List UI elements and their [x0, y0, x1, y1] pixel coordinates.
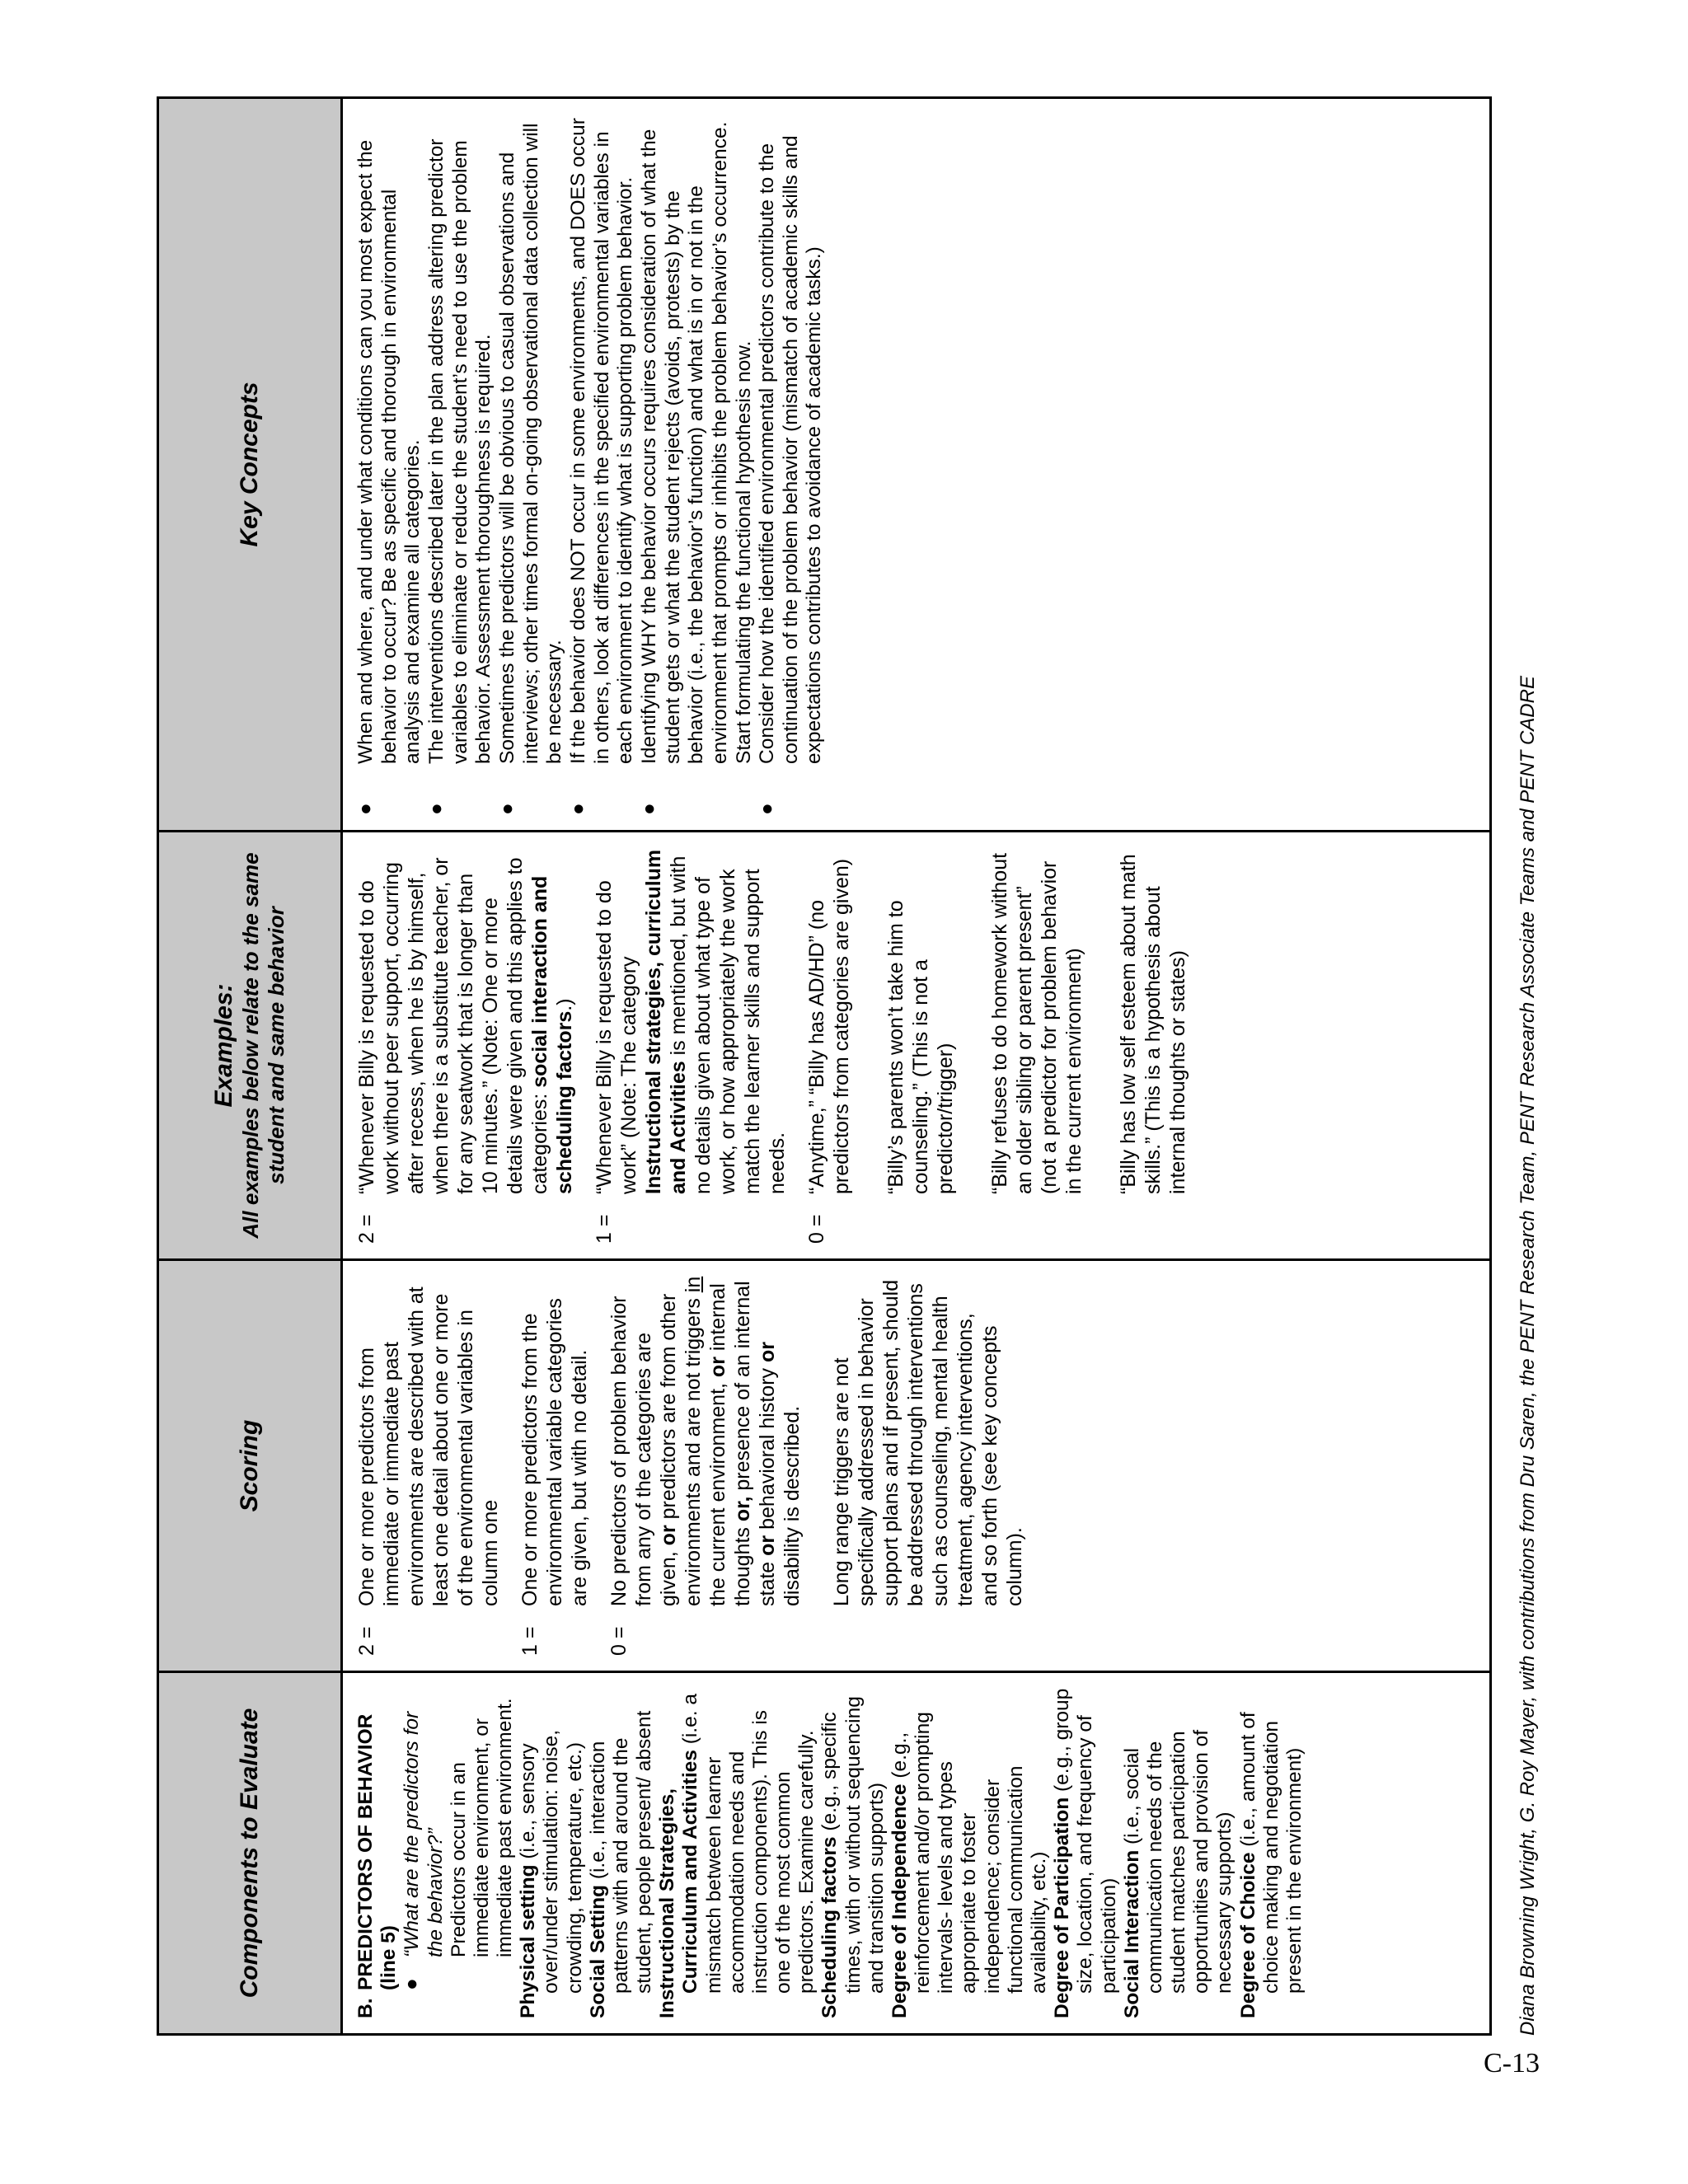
predictors-intro: Predictors occur in an immediate environment, or immediate past environment. [447, 1698, 517, 1957]
rotated-sheet [157, 99, 1539, 2036]
header-scoring: Scoring [158, 1260, 342, 1672]
page-number: C-13 [1484, 2048, 1540, 2079]
key-concept-3: ● Sometimes the predictors will be obvious to casual observations and interviews; other times formal on-going observational data collection will be necessary. [495, 123, 566, 815]
example-1: 1 = “Whenever Billy is requested to do work” (Note: The category Instructional strategies, curriculum and Activities is mentioned, but with no details given about what type of work, or how appropriately the work match the learner skills and support needs. [593, 849, 789, 1244]
physical-setting: Physical setting (i.e., sensory over/under stimulation: noise, crowding, temperature, etc.) [517, 1729, 586, 2018]
long-range-trigger-note: Long range triggers are not specifically addressed in behavior support plans and if present, should be addressed through interventions such as counseling, mental health treatment, agency interventions, and so forth (see key concepts column). [830, 1279, 1026, 1606]
section-title: B. PREDICTORS OF BEHAVIOR (line 5) [354, 1713, 401, 2018]
score-1: 1 = One or more predictors from the environmental variable categories are given, but with no detail. [518, 1298, 591, 1656]
instructional-strategies: Instructional Strategies, Curriculum and Activities (i.e. a mismatch between learner accommodation needs and instruction components). This is one of the most common predictors. Examine carefully. [656, 1694, 818, 2018]
scoring-cell [342, 1260, 1491, 1672]
key-concept-1: ● When and where, and under what conditions can you most expect the behavior to occur? Be as specific and thorough in environmental analysis and examine all categories. [354, 139, 424, 815]
scheduling-factors: Scheduling factors (e.g., specific times, with or without sequencing and transition supports) [818, 1696, 888, 2018]
score-0: 0 = No predictors of problem behavior from any of the categories are given, or predictors are from other environments and are not triggers in the current environment, or internal thoughts or, presence of an internal state or behavioral history or disability is described. [607, 1276, 804, 1656]
key-concept-6: ● Consider how the identified environmental predictors contribute to the continuation of the problem behavior (mismatch of academic skills and expectations contributes to avoidance of academic tasks.) [756, 135, 826, 815]
score-2: 2 = One or more predictors from immediate or immediate past environments are described with at least one detail about one or more of the environmental variables in column one [355, 1286, 502, 1656]
social-setting: Social Setting (i.e., interaction patterns with and around the student, people present/ absent [586, 1710, 656, 2018]
key-concepts-cell [342, 98, 1491, 832]
example-0: 0 = “Anytime,” “Billy has AD/HD” (no predictors from categories are given) “Billy’s parents won’t take him to counseling.” (This is not a predictor/trigger) “Billy refuses to do homework without an older sibling or parent present” (not a predictor for problem behavior in the current environment) “Billy has low self esteem about math skills.” (This is a hypothesis about internal thoughts or states) [804, 847, 1220, 1244]
degree-of-independence: Degree of Independence (e.g., reinforcement and/or prompting intervals- levels and types appropriate to foster independence; consider functional communication availability, etc.) [888, 1712, 1050, 2018]
header-key-concepts: Key Concepts [158, 98, 342, 832]
key-concept-4: ● If the behavior does NOT occur in some environments, and DOES occur in others, look at differences in the specified environmental variables in each environment to identify what is supporting problem behavior. [566, 118, 637, 815]
example-0-counseling: “Billy’s parents won’t take him to counseling.” (This is not a predictor/trigger) [884, 900, 957, 1194]
degree-of-participation: Degree of Participation (e.g., group size, location, and frequency of participation) [1051, 1688, 1120, 2018]
rubric-table [157, 96, 1492, 2036]
example-0-anytime: “Anytime,” “Billy has AD/HD” (no predictors from categories are given) [805, 858, 853, 1194]
degree-of-choice: Degree of Choice (i.e., amount of choice making and negotiation present in the environment) [1236, 1712, 1306, 2018]
example-0-self-esteem: “Billy has low self esteem about math skills.” (This is a hypothesis about internal thoughts or states) [1117, 854, 1189, 1194]
components-cell [342, 1672, 1491, 2035]
social-interaction: Social Interaction (i.e., social communication needs of the student matches participation opportunities and provision of necessary supports) [1120, 1729, 1236, 2018]
example-0-homework: “Billy refuses to do homework without an older sibling or parent present” (not a predictor for problem behavior in the current environment) [988, 852, 1085, 1194]
header-components: Components to Evaluate [158, 1672, 342, 2035]
key-concept-5: ● Identifying WHY the behavior occurs requires consideration of what the student gets or what the student rejects (avoids, protests) by the behavior (i.e., the behavior’s function) and what is in or not in the environment that prompts or inhibits the problem behavior’s occurrence. Start formulating the functional hypothesis now. [637, 121, 755, 815]
key-concept-2: ● The interventions described later in the plan address altering predictor variables to eliminate or reduce the student’s need to use the problem behavior. Assessment thoroughness is required. [424, 138, 495, 815]
footer-credits: Diana Browning Wright, G. Roy Mayer, with contributions from Dru Saren, the PENT Research Team, PENT Research Associate Teams and PENT CADRE [1517, 676, 1539, 2036]
example-2: 2 = “Whenever Billy is requested to do work without peer support, occurring after recess, when he is by himself, when there is a substitute teacher, or for any seatwork that is longer than 10 minutes.” (Note: One or more details were given and this applies to categories: social interaction and scheduling factors.) [355, 857, 576, 1244]
header-examples: Examples: All examples below relate to the same student and same behavior [158, 832, 342, 1260]
guiding-question: ● “What are the predictors for the behavior?” [401, 1711, 447, 1990]
examples-cell [342, 832, 1491, 1260]
